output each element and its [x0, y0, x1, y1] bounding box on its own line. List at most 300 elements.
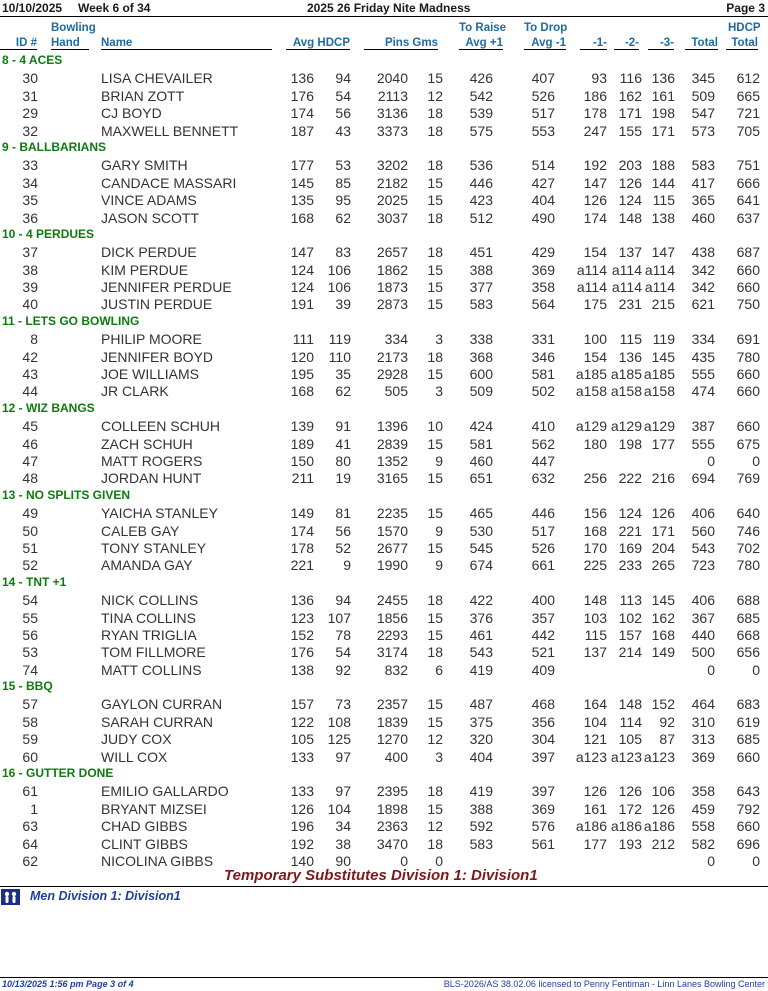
bowler-average: 168	[290, 383, 314, 400]
bowler-to-drop: 632	[531, 470, 555, 487]
bowler-pins: 3202	[376, 157, 408, 174]
bowler-game3: 152	[651, 696, 675, 713]
bowler-games: 18	[427, 244, 443, 261]
bowler-game3: 138	[651, 209, 675, 226]
bowler-game3: 115	[652, 192, 675, 209]
bowler-pins: 2677	[376, 539, 408, 556]
bowler-average: 157	[290, 696, 314, 713]
bowler-name: AMANDA GAY	[101, 557, 193, 574]
bowler-to-raise: 465	[469, 505, 493, 522]
bowler-hdcp-total: 660	[736, 818, 760, 835]
bowler-handicap: 38	[335, 835, 351, 852]
bowler-hdcp-total: 0	[752, 852, 760, 869]
table-row	[0, 417, 768, 434]
bowler-average: 189	[290, 435, 314, 452]
bowler-game3: 162	[651, 609, 675, 626]
bowler-to-raise: 419	[469, 661, 493, 678]
bowler-game2: a158	[610, 383, 642, 400]
bowler-name: JUSTIN PERDUE	[101, 296, 213, 313]
table-row	[0, 278, 768, 295]
bowler-handicap: 94	[335, 70, 351, 87]
bowler-average: 138	[290, 661, 314, 678]
bowler-handicap: 95	[335, 192, 351, 209]
bowler-hdcp-total: 666	[736, 174, 760, 191]
bowler-average: 168	[290, 209, 314, 226]
bowler-average: 196	[290, 818, 314, 835]
bowler-game2: a114	[611, 261, 642, 278]
bowler-handicap: 85	[335, 174, 351, 191]
bowler-total: 342	[691, 261, 715, 278]
bowler-average: 178	[290, 539, 314, 556]
bowler-name: BRIAN ZOTT	[101, 87, 185, 104]
bowler-hdcp-total: 675	[736, 435, 760, 452]
bowler-game3: 126	[651, 800, 675, 817]
bowler-handicap: 56	[335, 105, 351, 122]
bowler-game3: 144	[651, 174, 675, 191]
bowler-game1: 186	[583, 87, 607, 104]
bowler-game3: 145	[651, 592, 675, 609]
bowler-to-drop: 661	[531, 557, 555, 574]
bowler-games: 10	[427, 418, 443, 435]
bowler-average: 124	[290, 279, 314, 296]
page-label: Page 3	[726, 1, 765, 15]
bowler-game1: 156	[583, 505, 607, 522]
bowler-total: 435	[691, 348, 715, 365]
bowler-pins: 2657	[376, 244, 408, 261]
bowler-to-raise: 583	[469, 835, 493, 852]
bowler-pins: 400	[384, 748, 408, 765]
bowler-handicap: 62	[335, 209, 351, 226]
bowler-total: 560	[691, 522, 715, 539]
bowler-average: 123	[290, 609, 314, 626]
bowler-total: 621	[691, 296, 715, 313]
bowler-to-raise: 377	[469, 279, 493, 296]
bowler-name: CHAD GIBBS	[101, 818, 188, 835]
bowler-total: 440	[691, 626, 715, 643]
bowler-game3: a129	[643, 418, 675, 435]
bowler-game3: 171	[651, 522, 675, 539]
bowler-handicap: 9	[343, 557, 351, 574]
table-row	[0, 191, 768, 208]
bowler-total: 365	[691, 192, 715, 209]
bowler-games: 15	[427, 609, 443, 626]
bowler-to-drop: 517	[531, 522, 555, 539]
bowler-games: 15	[427, 435, 443, 452]
bowler-handicap: 119	[328, 331, 351, 348]
bowler-handicap: 54	[335, 87, 351, 104]
table-row	[0, 104, 768, 121]
bowler-id: 43	[22, 366, 38, 383]
bowler-average: 122	[290, 713, 314, 730]
bowler-to-raise: 422	[469, 592, 493, 609]
bowler-name: CLINT GIBBS	[101, 835, 188, 852]
bowler-name: GAYLON CURRAN	[101, 696, 223, 713]
col-avg-hdcp: Avg HDCP	[286, 37, 350, 50]
bowler-total: 547	[691, 105, 715, 122]
bowler-id: 38	[22, 261, 38, 278]
bowler-name: LISA CHEVAILER	[101, 70, 213, 87]
bowler-roster	[0, 52, 768, 869]
bowler-pins: 2182	[376, 174, 408, 191]
bowler-to-drop: 562	[531, 435, 555, 452]
table-row	[0, 330, 768, 347]
bowler-id: 55	[22, 609, 38, 626]
table-row	[0, 730, 768, 747]
bowler-to-raise: 509	[469, 383, 493, 400]
bowler-game2: a129	[610, 418, 642, 435]
bowler-game2: 136	[618, 348, 642, 365]
bowler-to-raise: 530	[469, 522, 493, 539]
bowler-id: 39	[22, 279, 38, 296]
bowler-game1: 147	[583, 174, 607, 191]
bowler-id: 31	[22, 87, 38, 104]
bowler-total: 0	[707, 452, 715, 469]
bowler-to-drop: 400	[531, 592, 555, 609]
bowler-game2: 137	[618, 244, 642, 261]
bowler-name: DICK PERDUE	[101, 244, 197, 261]
bowler-to-raise: 388	[469, 261, 493, 278]
col-game3: -3-	[648, 37, 674, 50]
bowler-name: MAXWELL BENNETT	[101, 122, 239, 139]
table-row	[0, 87, 768, 104]
bowler-games: 6	[435, 661, 443, 678]
bowler-handicap: 125	[327, 731, 351, 748]
bowler-to-raise: 424	[469, 418, 493, 435]
bowler-total: 474	[691, 383, 715, 400]
bowler-handicap: 56	[335, 522, 351, 539]
bowler-games: 15	[427, 70, 443, 87]
bowler-game2: 231	[618, 296, 642, 313]
bowler-hdcp-total: 656	[736, 644, 760, 661]
bowler-pins: 1862	[376, 261, 408, 278]
bowler-average: 195	[290, 366, 314, 383]
bowler-average: 149	[290, 505, 314, 522]
bowler-handicap: 39	[335, 296, 351, 313]
bowler-handicap: 94	[335, 592, 351, 609]
bowler-handicap: 53	[335, 157, 351, 174]
bowler-game3: 171	[651, 122, 675, 139]
table-row	[0, 556, 768, 573]
bowler-pins: 2455	[376, 592, 408, 609]
col-name: Name	[101, 37, 272, 50]
bowler-name: SARAH CURRAN	[101, 713, 214, 730]
bowler-game3: 212	[651, 835, 675, 852]
bowler-pins: 832	[384, 661, 408, 678]
bowler-game3: 265	[651, 557, 675, 574]
bowler-name: COLLEEN SCHUH	[101, 418, 221, 435]
bowler-game1: 103	[583, 609, 607, 626]
bowler-handicap: 73	[335, 696, 351, 713]
col-hdcp: HDCP	[728, 22, 761, 34]
bowler-handicap: 92	[335, 661, 351, 678]
bowler-hdcp-total: 751	[736, 157, 760, 174]
bowler-name: RYAN TRIGLIA	[101, 626, 197, 643]
bowler-to-raise: 320	[469, 731, 493, 748]
bowler-name: CJ BOYD	[101, 105, 162, 122]
col-game1: -1-	[580, 37, 607, 50]
bowler-games: 15	[427, 713, 443, 730]
bowler-total: 345	[691, 70, 715, 87]
bowler-id: 33	[22, 157, 38, 174]
bowler-pins: 1990	[376, 557, 408, 574]
bowler-total: 313	[691, 731, 715, 748]
bowling-pins-icon	[1, 889, 20, 905]
col-avg-minus1: Avg -1	[524, 37, 566, 50]
footer-license: BLS-2026/AS 38.02.06 licensed to Penny Fentiman - Linn Lanes Bowling Center	[443, 979, 765, 989]
bowler-total: 334	[691, 331, 715, 348]
bowler-id: 48	[22, 470, 38, 487]
bowler-games: 3	[435, 383, 443, 400]
bowler-id: 47	[22, 452, 38, 469]
bowler-games: 3	[435, 748, 443, 765]
table-row	[0, 661, 768, 678]
bowler-games: 15	[427, 174, 443, 191]
bowler-to-drop: 526	[531, 539, 555, 556]
bowler-name: KIM PERDUE	[101, 261, 189, 278]
bowler-total: 573	[691, 122, 715, 139]
bowler-games: 15	[427, 696, 443, 713]
bowler-to-raise: 338	[469, 331, 493, 348]
bowler-name: JENNIFER BOYD	[101, 348, 214, 365]
bowler-pins: 2357	[376, 696, 408, 713]
bowler-game2: 148	[618, 209, 642, 226]
table-row	[0, 713, 768, 730]
bowler-game3: 149	[651, 644, 675, 661]
bowler-name: CALEB GAY	[101, 522, 180, 539]
bowler-game1: 256	[583, 470, 607, 487]
bowler-game3: 204	[651, 539, 675, 556]
bowler-average: 140	[290, 852, 314, 869]
bowler-id: 36	[22, 209, 38, 226]
bowler-average: 191	[290, 296, 314, 313]
bowler-game2: a185	[610, 366, 642, 383]
bowler-pins: 1856	[376, 609, 408, 626]
bowler-average: 105	[290, 731, 314, 748]
bowler-games: 12	[427, 87, 443, 104]
bowler-game1: a114	[576, 279, 607, 296]
bowler-name: JORDAN HUNT	[101, 470, 202, 487]
bowler-game3: 198	[651, 105, 675, 122]
bowler-game1: 225	[583, 557, 607, 574]
table-row	[0, 69, 768, 86]
bowler-hdcp-total: 691	[736, 331, 760, 348]
table-row	[0, 504, 768, 521]
bowler-id: 42	[22, 348, 38, 365]
bowler-pins: 3165	[376, 470, 408, 487]
bowler-name: CANDACE MASSARI	[101, 174, 237, 191]
bowler-game2: 157	[618, 626, 642, 643]
bowler-id: 74	[22, 661, 38, 678]
bowler-average: 192	[290, 835, 314, 852]
bowler-game3: 145	[651, 348, 675, 365]
bowler-game1: 104	[583, 713, 607, 730]
bowler-total: 583	[691, 157, 715, 174]
bowler-total: 500	[691, 644, 715, 661]
bowler-game1: a158	[575, 383, 607, 400]
bowler-average: 135	[290, 192, 314, 209]
bowler-pins: 1873	[376, 279, 408, 296]
bowler-to-drop: 369	[531, 261, 555, 278]
bowler-handicap: 62	[335, 383, 351, 400]
bowler-games: 15	[427, 261, 443, 278]
bowler-games: 18	[427, 209, 443, 226]
bowler-game1: 154	[583, 348, 607, 365]
bowler-total: 406	[691, 505, 715, 522]
table-row	[0, 782, 768, 799]
bowler-hdcp-total: 665	[736, 87, 760, 104]
bowler-id: 45	[22, 418, 38, 435]
bowler-total: 694	[691, 470, 715, 487]
bowler-to-drop: 357	[531, 609, 555, 626]
bowler-name: GARY SMITH	[101, 157, 188, 174]
bowler-to-raise: 542	[469, 87, 493, 104]
bowler-game2: 222	[618, 470, 642, 487]
bowler-game2: 203	[618, 157, 642, 174]
bowler-games: 9	[435, 522, 443, 539]
bowler-game2: 162	[618, 87, 642, 104]
bowler-hdcp-total: 685	[736, 609, 760, 626]
bowler-name: PHILIP MOORE	[101, 331, 202, 348]
bowler-hdcp-total: 660	[736, 418, 760, 435]
bowler-to-drop: 502	[531, 383, 555, 400]
bowler-id: 49	[22, 505, 38, 522]
bowler-name: MATT ROGERS	[101, 452, 203, 469]
bowler-total: 310	[691, 713, 715, 730]
bowler-name: TOM FILLMORE	[101, 644, 206, 661]
bowler-total: 460	[691, 209, 715, 226]
bowler-to-raise: 674	[469, 557, 493, 574]
col-hdcp-total: Total	[726, 37, 758, 50]
bowler-id: 32	[22, 122, 38, 139]
bowler-average: 176	[290, 644, 314, 661]
bowler-pins: 1352	[376, 452, 408, 469]
bowler-handicap: 97	[335, 748, 351, 765]
bowler-name: MATT COLLINS	[101, 661, 202, 678]
bowler-to-drop: 409	[531, 661, 555, 678]
bowler-game1: 137	[583, 644, 607, 661]
bowler-handicap: 83	[335, 244, 351, 261]
bowler-to-drop: 517	[531, 105, 555, 122]
bowler-id: 34	[22, 174, 38, 191]
bowler-to-drop: 526	[531, 87, 555, 104]
bowler-to-raise: 592	[469, 818, 493, 835]
bowler-total: 406	[691, 592, 715, 609]
bowler-hdcp-total: 705	[736, 122, 760, 139]
bowler-average: 133	[290, 748, 314, 765]
bowler-game3: a158	[643, 383, 675, 400]
bowler-pins: 2025	[376, 192, 408, 209]
bowler-game2: 233	[618, 557, 642, 574]
bowler-pins: 2173	[376, 348, 408, 365]
bowler-game2: 105	[618, 731, 642, 748]
bowler-pins: 2040	[376, 70, 408, 87]
bowler-game1: 161	[583, 800, 607, 817]
bowler-game3: 188	[651, 157, 675, 174]
bowler-games: 0	[435, 852, 443, 869]
bowler-id: 60	[22, 748, 38, 765]
bowler-to-raise: 426	[469, 70, 493, 87]
bowler-game2: 124	[618, 192, 642, 209]
bowler-id: 63	[22, 818, 38, 835]
bowler-to-drop: 442	[531, 626, 555, 643]
bowler-average: 187	[290, 122, 314, 139]
bowler-to-raise: 368	[469, 348, 493, 365]
bowler-to-drop: 407	[531, 70, 555, 87]
bowler-game1: 100	[583, 331, 607, 348]
team-header: 10 - 4 PERDUES	[2, 226, 95, 241]
bowler-game2: 148	[618, 696, 642, 713]
bowler-games: 15	[427, 626, 443, 643]
bowler-game1: 247	[583, 122, 607, 139]
team-header: 14 - TNT +1	[2, 574, 67, 589]
bowler-to-drop: 404	[531, 192, 555, 209]
league-name: 2025 26 Friday Nite Madness	[307, 1, 471, 15]
bowler-game1: a123	[575, 748, 607, 765]
bowler-hdcp-total: 683	[736, 696, 760, 713]
bowler-hdcp-total: 612	[736, 70, 760, 87]
bowler-handicap: 81	[335, 505, 351, 522]
bowler-to-drop: 369	[531, 800, 555, 817]
bowler-to-raise: 461	[469, 626, 493, 643]
bowler-total: 387	[691, 418, 715, 435]
report-date: 10/10/2025	[2, 1, 63, 15]
bowler-id: 37	[22, 244, 38, 261]
bowler-game2: 193	[618, 835, 642, 852]
bowler-average: 120	[290, 348, 314, 365]
bowler-to-raise: 375	[469, 713, 493, 730]
bowler-games: 15	[427, 800, 443, 817]
bowler-average: 133	[290, 783, 314, 800]
bowler-total: 555	[691, 435, 715, 452]
bowler-game3: 106	[651, 783, 675, 800]
bowler-pins: 2113	[377, 87, 408, 104]
bowler-game2: 171	[618, 105, 642, 122]
bowler-to-raise: 543	[469, 644, 493, 661]
bowler-average: 147	[290, 244, 314, 261]
bowler-name: ZACH SCHUH	[101, 435, 193, 452]
bowler-to-raise: 536	[469, 157, 493, 174]
table-row	[0, 626, 768, 643]
bowler-game2: 124	[618, 505, 642, 522]
bowler-hdcp-total: 641	[736, 192, 760, 209]
bowler-handicap: 91	[335, 418, 351, 435]
bowler-total: 0	[707, 852, 715, 869]
bowler-handicap: 106	[327, 261, 351, 278]
bowler-pins: 2293	[376, 626, 408, 643]
bowler-hdcp-total: 702	[736, 539, 760, 556]
bowler-games: 18	[427, 592, 443, 609]
team-header: 12 - WIZ BANGS	[2, 400, 95, 415]
division-legend: Men Division 1: Division1	[30, 889, 181, 903]
bowler-to-drop: 346	[531, 348, 555, 365]
bowler-handicap: 43	[335, 122, 351, 139]
bowler-game1: 174	[583, 209, 607, 226]
bowler-to-raise: 539	[469, 105, 493, 122]
bowler-game3: 147	[651, 244, 675, 261]
bowler-average: 150	[290, 452, 314, 469]
bowler-pins: 3373	[376, 122, 408, 139]
bowler-to-raise: 423	[469, 192, 493, 209]
bowler-game1: 93	[591, 70, 607, 87]
bowler-name: TINA COLLINS	[101, 609, 196, 626]
bowler-game1: a114	[576, 261, 607, 278]
bowler-id: 30	[22, 70, 38, 87]
bowler-to-drop: 358	[531, 279, 555, 296]
bowler-to-raise: 545	[469, 539, 493, 556]
bowler-hdcp-total: 640	[736, 505, 760, 522]
bowler-game3: 87	[659, 731, 675, 748]
bowler-average: 136	[290, 592, 314, 609]
